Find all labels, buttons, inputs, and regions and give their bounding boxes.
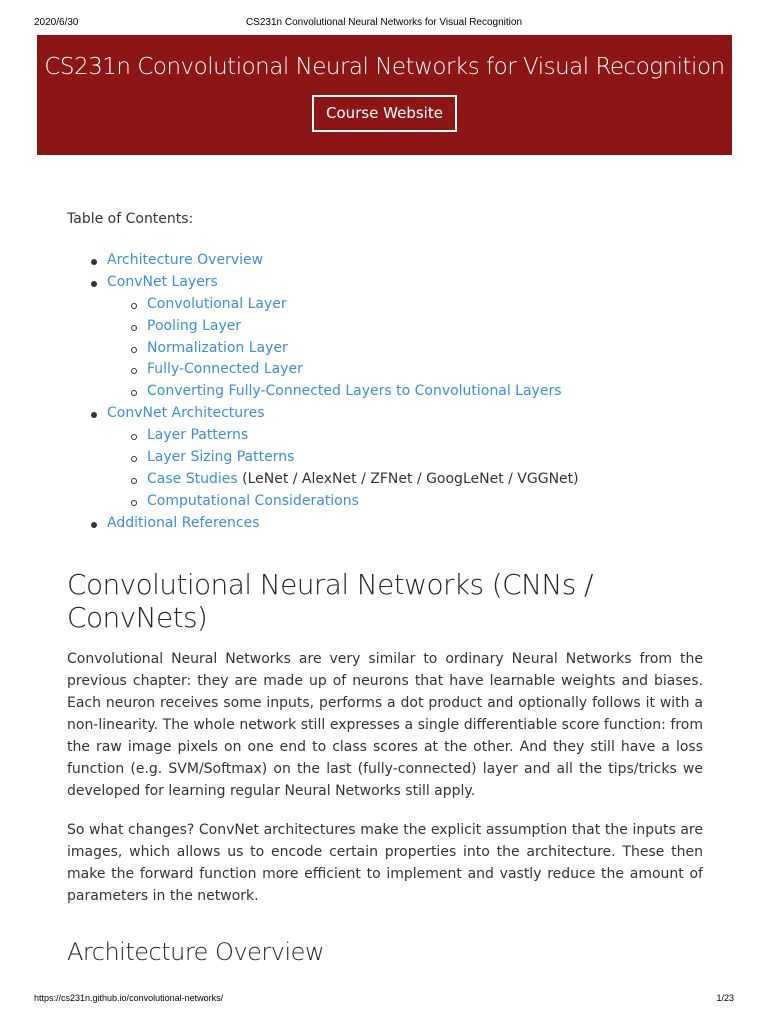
toc-link-convolutional-layer[interactable]: Convolutional Layer: [147, 295, 287, 312]
toc-item-fully-connected-layer: [67, 359, 727, 381]
toc-item-converting-fc-to-conv: [67, 381, 727, 403]
article-title: Convolutional Neural Networks (CNNs / ConvNets): [67, 568, 593, 634]
course-website-button[interactable]: Course Website: [312, 95, 457, 132]
bullet-disc-icon: [91, 412, 97, 418]
bullet-circle-icon: [131, 368, 137, 374]
toc-item-convnet-architectures: [67, 403, 727, 425]
what-changes-paragraph: So what changes? ConvNet architectures make the explicit assumption that the inputs are images, which allows us to encode certain properties into the architecture. These then make the forward function more efficient to implement and vastly reduce the amount of parameters in the network.: [67, 822, 703, 904]
toc-item-architecture-overview: [67, 250, 727, 272]
bullet-circle-icon: [131, 434, 137, 440]
bullet-circle-icon: [131, 390, 137, 396]
site-banner: [37, 35, 732, 155]
toc-item-case-studies: [67, 469, 727, 491]
toc-item-pooling-layer: [67, 316, 727, 338]
toc-item-normalization-layer: [67, 338, 727, 360]
print-url: https://cs231n.github.io/convolutional-networks/: [34, 993, 224, 1003]
print-page-number: 1/23: [716, 993, 734, 1003]
print-date: 2020/6/30: [34, 17, 79, 28]
toc-heading: Table of Contents:: [67, 211, 194, 227]
print-header: [0, 14, 768, 30]
toc-link-layer-patterns[interactable]: Layer Patterns: [147, 427, 249, 444]
print-footer: [0, 993, 768, 1007]
bullet-circle-icon: [131, 478, 137, 484]
toc-link-converting-fc-to-conv[interactable]: Converting Fully-Connected Layers to Convolutional Layers: [147, 383, 562, 400]
toc-link-pooling-layer[interactable]: Pooling Layer: [147, 317, 242, 334]
toc-item-convolutional-layer: [67, 294, 727, 316]
toc-link-architecture-overview[interactable]: Architecture Overview: [107, 252, 264, 268]
toc-link-convnet-architectures[interactable]: ConvNet Architectures: [107, 405, 265, 422]
toc-item-additional-references: [67, 513, 727, 535]
bullet-circle-icon: [131, 500, 137, 506]
table-of-contents: [67, 250, 727, 535]
toc-link-normalization-layer[interactable]: Normalization Layer: [147, 339, 288, 356]
bullet-disc-icon: [91, 281, 97, 287]
site-title[interactable]: CS231n Convolutional Neural Networks for Visual Recognition: [44, 54, 725, 80]
toc-item-layer-patterns: [67, 425, 727, 447]
toc-link-fully-connected-layer[interactable]: Fully-Connected Layer: [147, 361, 303, 378]
bullet-circle-icon: [131, 456, 137, 462]
bullet-circle-icon: [131, 347, 137, 353]
toc-item-computational-considerations: [67, 491, 727, 513]
toc-link-computational-considerations[interactable]: Computational Considerations: [147, 492, 359, 509]
section-heading-architecture-overview: Architecture Overview: [67, 938, 325, 966]
toc-link-case-studies[interactable]: Case Studies: [147, 470, 238, 487]
intro-paragraph: Convolutional Neural Networks are very similar to ordinary Neural Networks from the previous chapter: they are made up of neurons that have learnable weights and biases. Each neuron receives some inputs, performs a dot product and optionally follows it with a non-linearity. The whole network still expresses a single differentiable score function: from the raw image pixels on one end to class scores at the other. And they still have a loss function (e.g. SVM/Softmax) on the last (fully-connected) layer and all the tips/tricks we developed for learning regular Neural Networks still apply.: [67, 651, 703, 799]
bullet-disc-icon: [91, 522, 97, 528]
bullet-disc-icon: [91, 259, 97, 265]
toc-item-layer-sizing-patterns: [67, 447, 727, 469]
print-document-title: CS231n Convolutional Neural Networks for Visual Recognition: [245, 17, 523, 28]
toc-link-convnet-layers[interactable]: ConvNet Layers: [107, 273, 218, 290]
toc-item-convnet-layers: [67, 272, 727, 294]
toc-link-additional-references[interactable]: Additional References: [107, 514, 260, 531]
toc-link-layer-sizing-patterns[interactable]: Layer Sizing Patterns: [147, 449, 295, 466]
toc-case-studies-suffix: (LeNet / AlexNet / ZFNet / GoogLeNet / VGGNet): [237, 470, 579, 487]
bullet-circle-icon: [131, 303, 137, 309]
bullet-circle-icon: [131, 325, 137, 331]
